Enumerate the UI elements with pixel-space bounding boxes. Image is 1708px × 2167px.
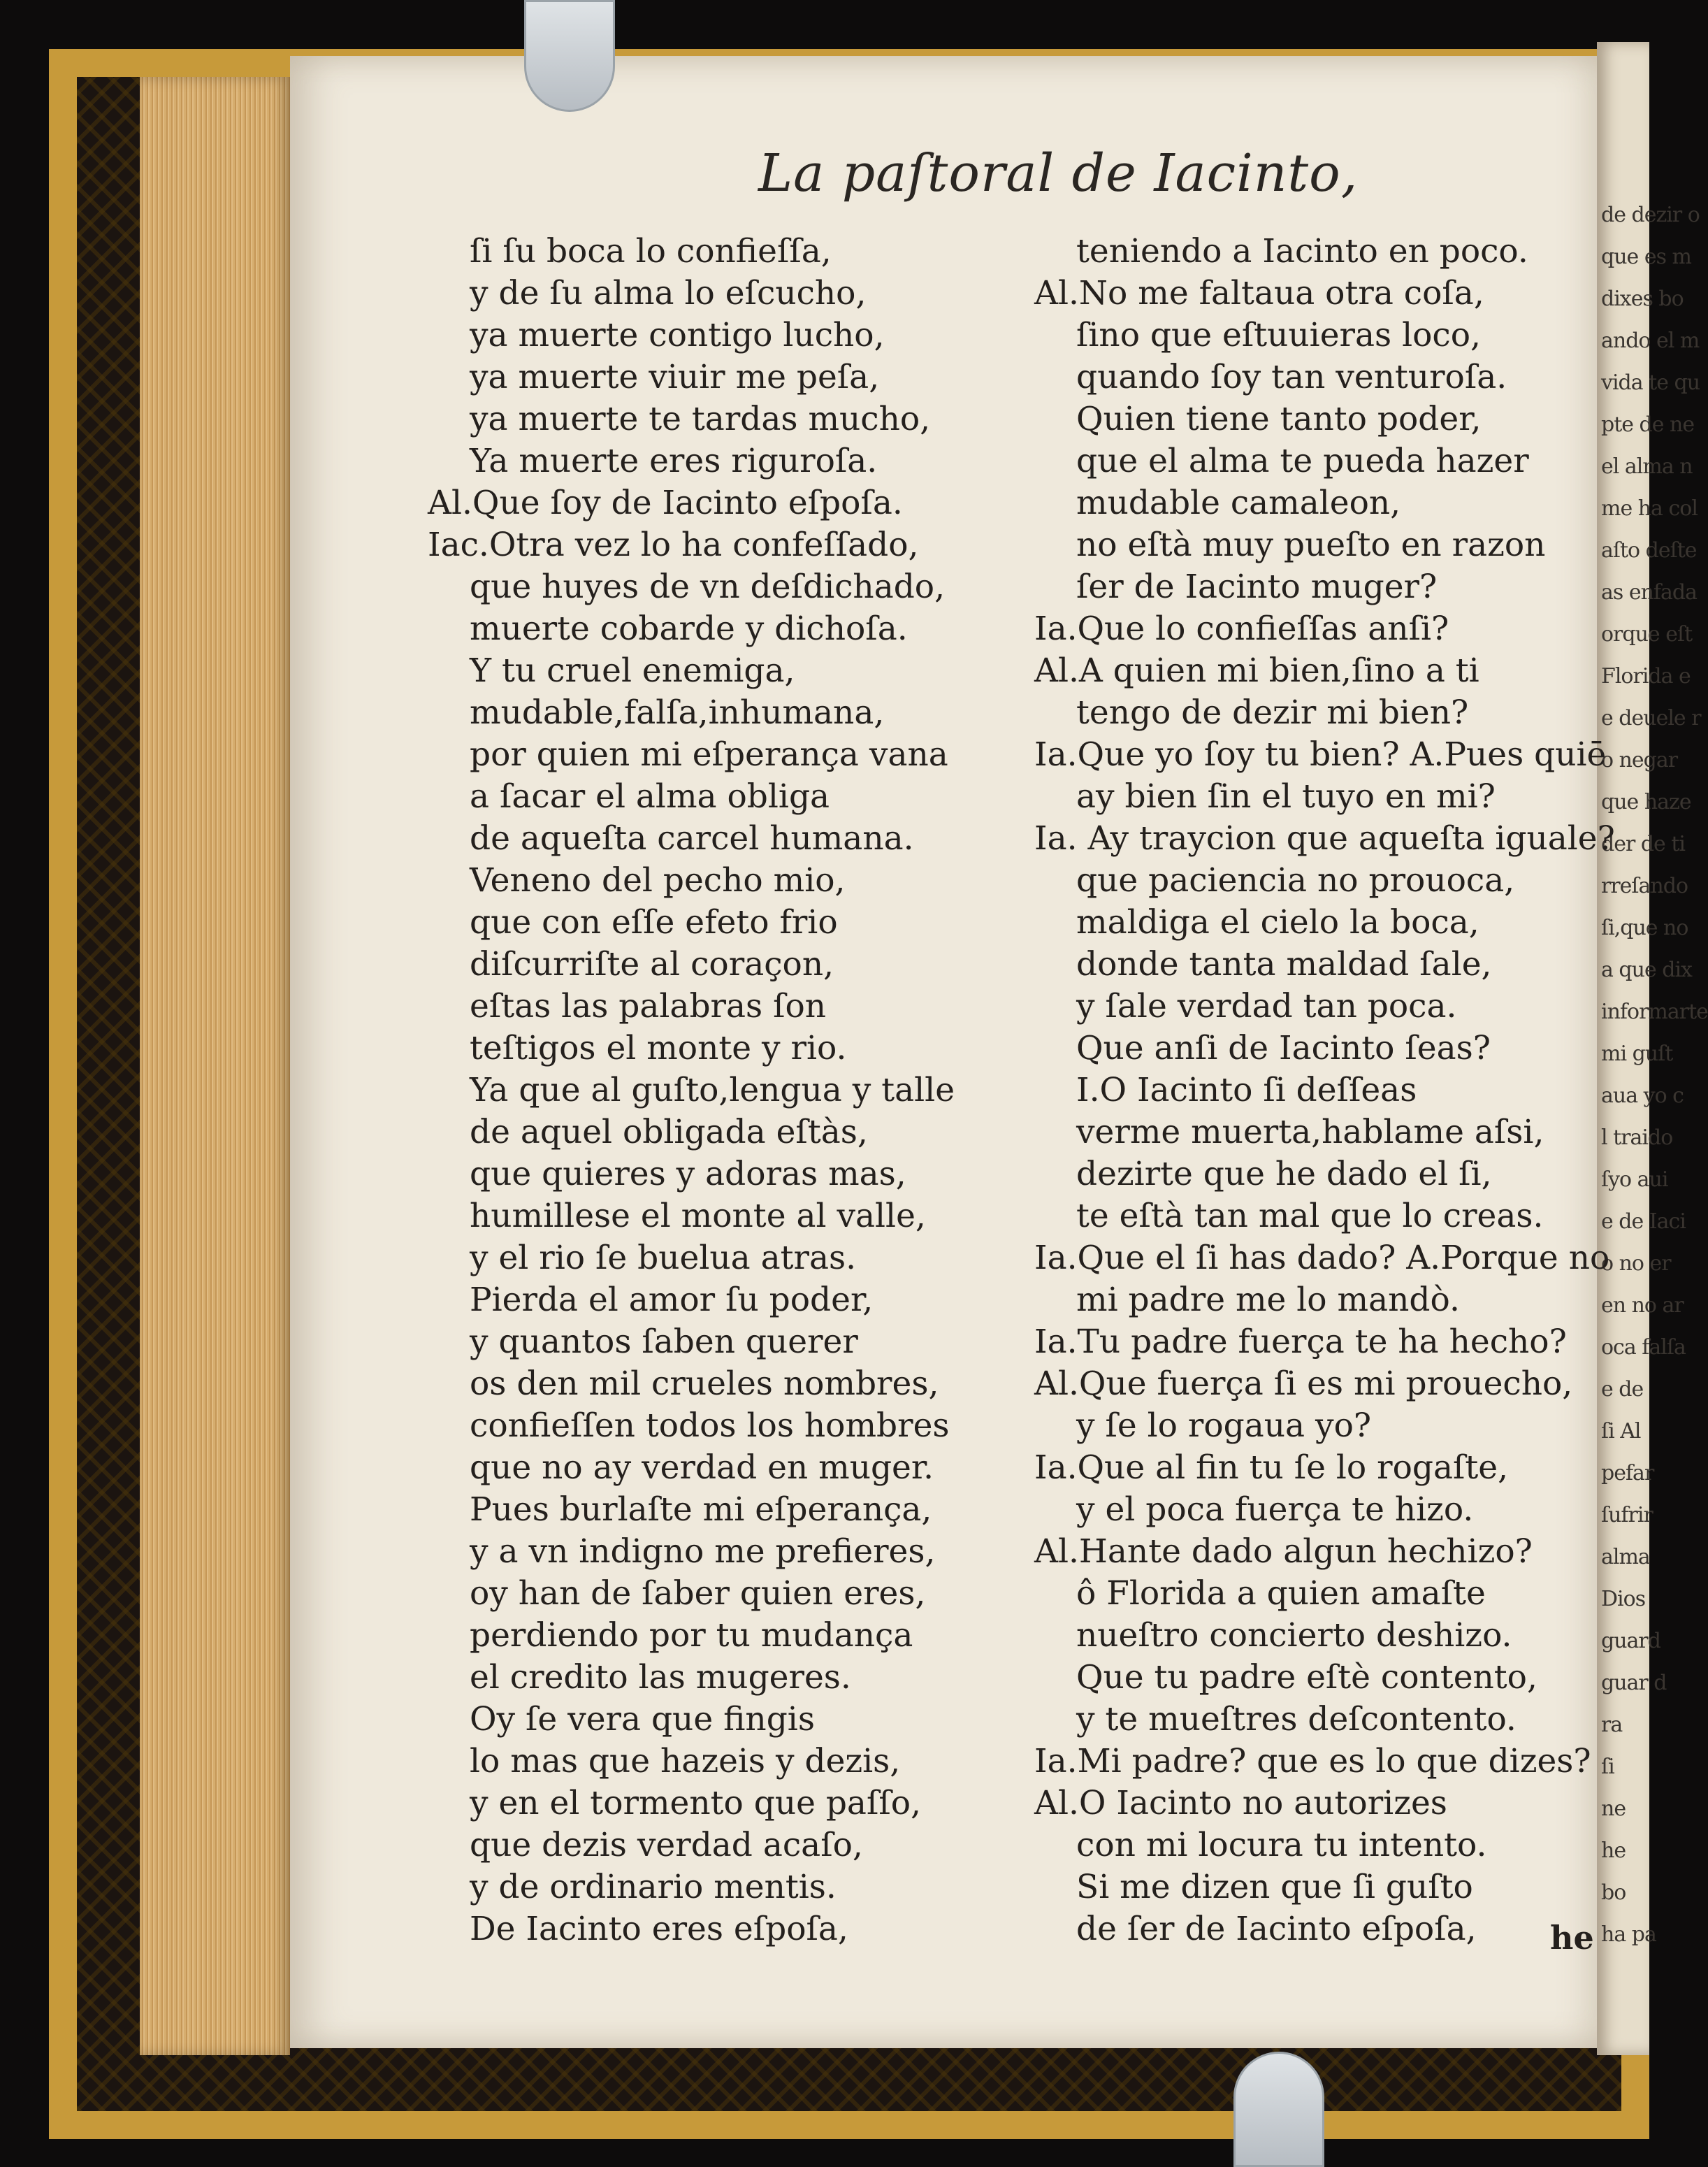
facing-page-text: pte de ne (1601, 412, 1695, 437)
facing-page-text: ra (1601, 1713, 1623, 1737)
facing-page-text: en no ar (1601, 1293, 1684, 1318)
verse-line: Ia.Que lo confieſſas anſi? (1034, 610, 1449, 648)
verse-line: Iac.Otra vez lo ha confeſſado, (428, 526, 919, 564)
verse-line: diſcurriſte al coraçon, (470, 945, 834, 984)
verse-line: Al.Que fuerça ſi es mi prouecho, (1034, 1365, 1573, 1403)
verse-line: ya muerte viuir me peſa, (470, 358, 880, 396)
verse-line: tengo de dezir mi bien? (1076, 693, 1469, 732)
verse-line: muerte cobarde y dichoſa. (470, 610, 908, 648)
verse-line: ſi ſu boca lo confieſſa, (470, 232, 832, 271)
verse-line: Ia. Ay traycion que aqueſta iguale? (1034, 819, 1615, 858)
verse-line: Oy ſe vera que fingis (470, 1700, 815, 1738)
facing-page-text: Dios (1601, 1587, 1646, 1611)
verse-line: Al.O Iacinto no autorizes (1034, 1784, 1447, 1822)
verse-line: mudable camaleon, (1076, 484, 1401, 522)
verse-line: Y tu cruel enemiga, (470, 651, 795, 690)
verse-line: que paciencia no prouoca, (1076, 861, 1515, 900)
verse-line: y de ſu alma lo eſcucho, (470, 274, 867, 312)
facing-page-text: ando el m (1601, 329, 1700, 353)
facing-page-text: as enfada (1601, 580, 1697, 605)
facing-page-text: ſufrir (1601, 1503, 1653, 1527)
verse-line: Quien tiene tanto poder, (1076, 400, 1482, 438)
facing-page-text: pefar (1601, 1461, 1654, 1485)
facing-page-text: que haze (1601, 790, 1691, 814)
facing-page-text: o no er (1601, 1251, 1671, 1276)
verse-line: os den mil crueles nombres, (470, 1365, 939, 1403)
verse-line: Ya muerte eres riguroſa. (470, 442, 878, 480)
verse-line: ô Florida a quien amaſte (1076, 1574, 1486, 1613)
verse-line: y quantos ſaben querer (470, 1323, 858, 1361)
verse-line: que dezis verdad acaſo, (470, 1826, 863, 1864)
facing-page-text: l traido (1601, 1125, 1673, 1150)
verse-line: ay bien ſin el tuyo en mi? (1076, 777, 1496, 816)
verse-line: por quien mi eſperança vana (470, 735, 948, 774)
facing-page-text: e deuele r (1601, 706, 1701, 730)
verse-line: de ſer de Iacinto eſpoſa, (1076, 1910, 1477, 1948)
facing-page-text: e de (1601, 1377, 1644, 1402)
verse-line: ſino que eſtuuieras loco, (1076, 316, 1481, 354)
verse-line: de aquel obligada eſtàs, (470, 1113, 868, 1151)
verse-line: ſer de Iacinto muger? (1076, 568, 1438, 606)
facing-page-text: rreſando (1601, 874, 1688, 898)
page-edges (140, 77, 290, 2055)
facing-page-text: oca falſa (1601, 1335, 1686, 1360)
verse-line: y en el tormento que paſſo, (470, 1784, 921, 1822)
facing-page-text: vida te qu (1601, 370, 1700, 395)
verse-line: donde tanta maldad ſale, (1076, 945, 1492, 984)
verse-line: y a vn indigno me prefieres, (470, 1532, 936, 1571)
catchword: he (1550, 1919, 1594, 1957)
verse-line: Al.Hante dado algun hechizo? (1034, 1532, 1533, 1571)
verse-line: Si me dizen que ſi guſto (1076, 1868, 1473, 1906)
verse-line: que con eſſe efeto frio (470, 903, 838, 942)
verse-line: Pierda el amor ſu poder, (470, 1281, 874, 1319)
facing-page-text: ſi (1601, 1755, 1614, 1779)
verse-line: dezirte que he dado el ſi, (1076, 1155, 1492, 1193)
verse-line: y de ordinario mentis. (470, 1868, 837, 1906)
verse-line: Ia.Que yo ſoy tu bien? A.Pues quiē (1034, 735, 1607, 774)
facing-page-text: me ha col (1601, 496, 1698, 521)
verse-line: lo mas que hazeis y dezis, (470, 1742, 901, 1780)
page-clip-top (524, 0, 615, 112)
verse-line: teſtigos el monte y rio. (470, 1029, 847, 1067)
verse-line: con mi locura tu intento. (1076, 1826, 1487, 1864)
facing-page-text: de dezir o (1601, 203, 1700, 227)
verse-line: ya muerte contigo lucho, (470, 316, 885, 354)
verse-line: De Iacinto eres eſpoſa, (470, 1910, 848, 1948)
verse-line: confieſſen todos los hombres (470, 1406, 950, 1445)
verse-line: Ia.Que al fin tu ſe lo rogaſte, (1034, 1448, 1509, 1487)
verse-line: eſtas las palabras ſon (470, 987, 827, 1025)
verse-line: te eſtà tan mal que lo creas. (1076, 1197, 1544, 1235)
verse-line: y el poca fuerça te hizo. (1076, 1490, 1474, 1529)
verse-line: verme muerta,hablame aſsi, (1076, 1113, 1544, 1151)
facing-page-text: he (1601, 1838, 1626, 1863)
verse-line: Ia.Que el ſi has dado? A.Porque no (1034, 1239, 1610, 1277)
facing-page-text: ſyo aui (1601, 1167, 1668, 1192)
facing-page-text: alma (1601, 1545, 1650, 1569)
verse-line: humillese el monte al valle, (470, 1197, 926, 1235)
verse-line: que quieres y adoras mas, (470, 1155, 906, 1193)
page-clip-bottom (1233, 2052, 1324, 2167)
verse-line: perdiendo por tu mudança (470, 1616, 913, 1655)
verse-line: Que tu padre eſtè contento, (1076, 1658, 1537, 1697)
facing-page-text: bo (1601, 1880, 1626, 1905)
verse-line: oy han de ſaber quien eres, (470, 1574, 926, 1613)
facing-page-text: dixes bo (1601, 287, 1684, 311)
running-head: La paſtoral de Iacinto, (758, 143, 1359, 203)
verse-line: mi padre me lo mandò. (1076, 1281, 1460, 1319)
verse-line: que no ay verdad en muger. (470, 1448, 934, 1487)
verse-line: y el rio ſe buelua atras. (470, 1239, 857, 1277)
facing-page-edge (1597, 42, 1708, 2055)
verse-line: maldiga el cielo la boca, (1076, 903, 1479, 942)
verse-line: Al.A quien mi bien,ſino a ti (1034, 651, 1479, 690)
facing-page-text: guard (1601, 1629, 1660, 1653)
facing-page-text: ſi,que no (1601, 916, 1688, 940)
verse-line: y ſale verdad tan poca. (1076, 987, 1457, 1025)
facing-page-text: e de Iaci (1601, 1209, 1686, 1234)
verse-line: que huyes de vn deſdichado, (470, 568, 946, 606)
facing-page-text: aſto deſte (1601, 538, 1697, 563)
verse-line: Ya que al guſto,lengua y talle (470, 1071, 955, 1109)
facing-page-text: informarte (1601, 1000, 1708, 1024)
verse-line: Veneno del pecho mio, (470, 861, 846, 900)
verse-line: que el alma te pueda hazer (1076, 442, 1529, 480)
facing-page-text: el alma n (1601, 454, 1693, 479)
verse-line: ya muerte te tardas mucho, (470, 400, 931, 438)
facing-page-text: o negar (1601, 748, 1678, 772)
verse-line: Que anſi de Iacinto ſeas? (1076, 1029, 1491, 1067)
verse-line: Ia.Tu padre fuerça te ha hecho? (1034, 1323, 1567, 1361)
verse-line: y te mueſtres deſcontento. (1076, 1700, 1517, 1738)
facing-page-text: ne (1601, 1797, 1626, 1821)
verse-line: no eſtà muy pueſto en razon (1076, 526, 1546, 564)
facing-page-text: ſi Al (1601, 1419, 1641, 1444)
facing-page-text: aua yo c (1601, 1084, 1684, 1108)
verse-line: mudable,falſa,inhumana, (470, 693, 885, 732)
facing-page-text: a que dix (1601, 958, 1692, 982)
facing-page-text: que es m (1601, 245, 1691, 269)
verse-line: Al.Que ſoy de Iacinto eſpoſa. (428, 484, 903, 522)
verse-line: a ſacar el alma obliga (470, 777, 830, 816)
facing-page-text: orque eſt (1601, 622, 1693, 647)
verse-line: nueſtro concierto deshizo. (1076, 1616, 1512, 1655)
facing-page-text: Florida e (1601, 664, 1691, 689)
facing-page-text: ha pa (1601, 1922, 1656, 1947)
verse-line: de aqueſta carcel humana. (470, 819, 914, 858)
facing-page-text: guar d (1601, 1671, 1667, 1695)
verse-line: y ſe lo rogaua yo? (1076, 1406, 1372, 1445)
facing-page-text: mi guſt (1601, 1042, 1673, 1066)
verse-line: Pues burlaſte mi eſperança, (470, 1490, 932, 1529)
verse-line: quando ſoy tan venturoſa. (1076, 358, 1507, 396)
verse-line: I.O Iacinto ſi deſſeas (1076, 1071, 1417, 1109)
verse-line: Ia.Mi padre? que es lo que dizes? (1034, 1742, 1591, 1780)
verse-line: el credito las mugeres. (470, 1658, 851, 1697)
verse-line: teniendo a Iacinto en poco. (1076, 232, 1528, 271)
facing-page-text: der de ti (1601, 832, 1685, 856)
verse-line: Al.No me faltaua otra coſa, (1034, 274, 1484, 312)
